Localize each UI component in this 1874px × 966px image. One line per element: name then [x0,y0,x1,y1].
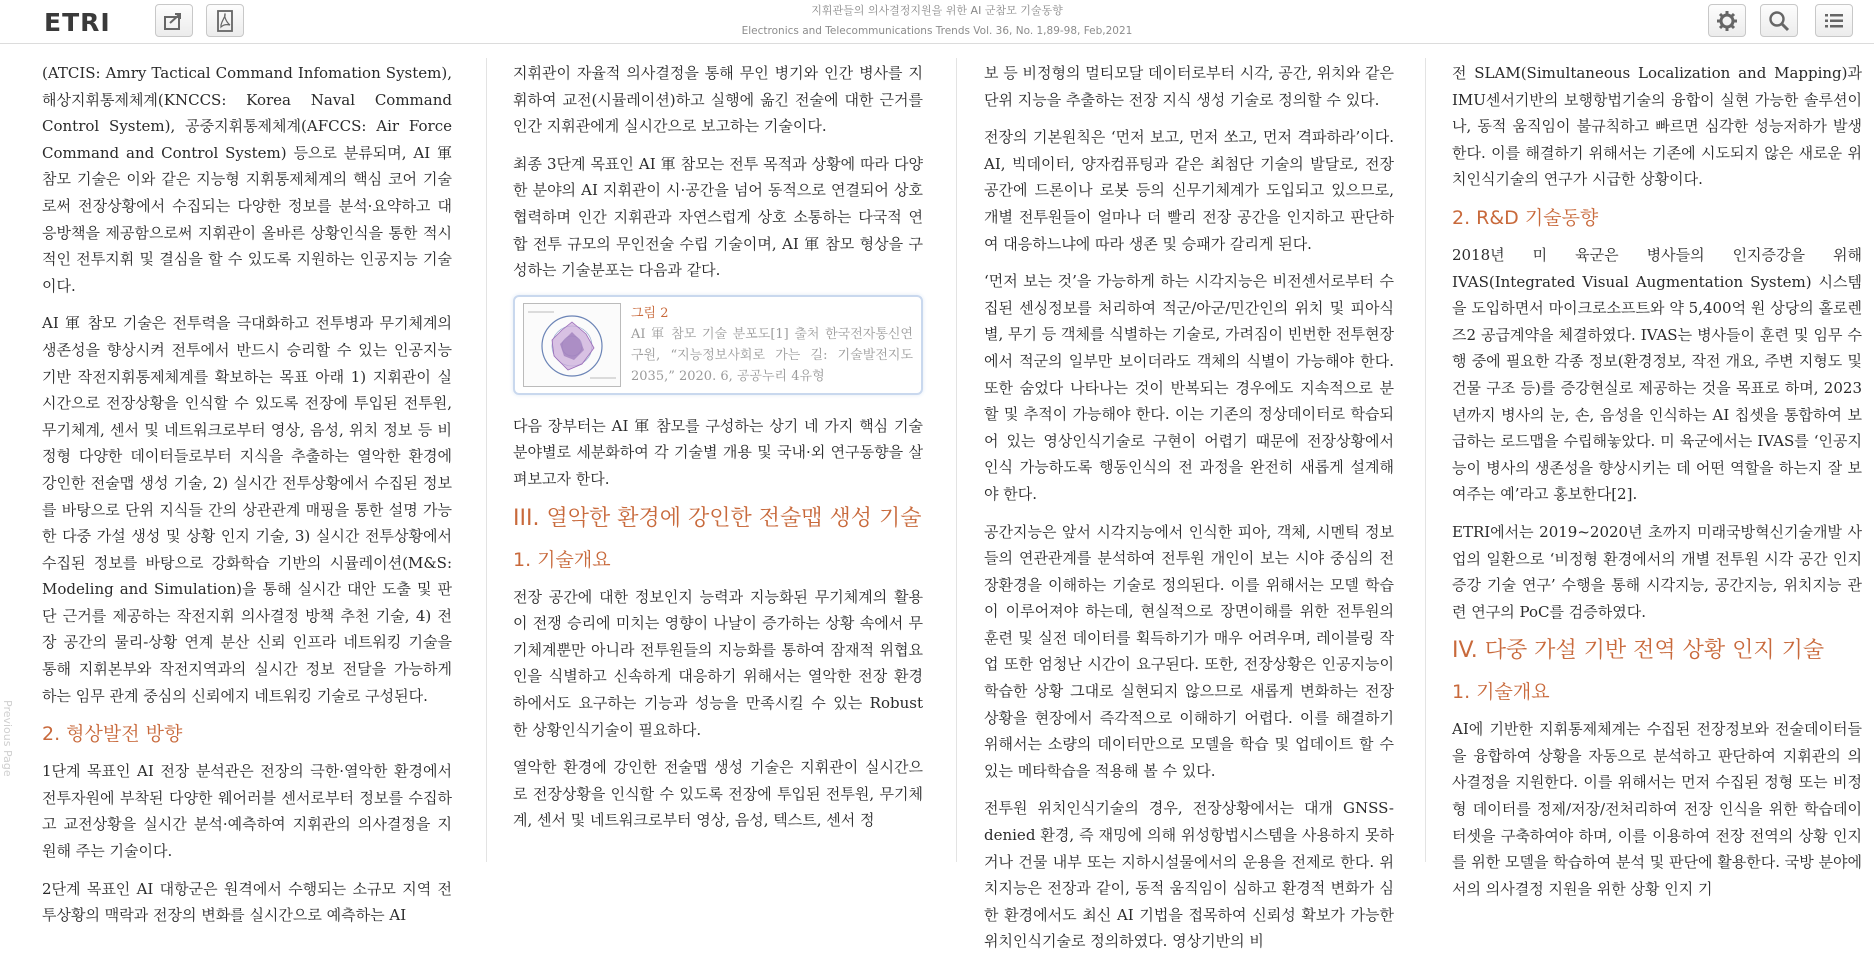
paragraph: 1단계 목표인 AI 전장 분석관은 전장의 극한·열악한 환경에서 전투자원에 부착된 다양한 웨어러블 센서로부터 정보를 수집하고 교전상황을 실시간 분석·예측하여 지휘관의 의사결정을 지원해 주는 기술이다. [42,762,452,861]
share-icon [163,11,185,31]
gear-icon [1716,10,1738,32]
search-button[interactable] [1760,4,1798,37]
paragraph: 다음 장부터는 AI 軍 참모를 구성하는 상기 네 가지 핵심 기술 분야별로 세분화하여 각 기술별 개용 및 국내·외 연구동향을 살펴보고자 한다. [513,416,923,488]
paragraph: 전장 공간에 대한 정보인지 능력과 지능화된 무기체계의 활용이 전쟁 승리에 미치는 영향이 나날이 증가하는 상황 속에서 무기체계뿐만 아니라 전투원들의 지능화를 통하여 잠재적 위협요인을 식별하고 신속하게 대응하기 위해서는 열악한 전장 환경하에서도 요구하는 기능과 성능을 만족시킬 수 있는 Robust 한 상황인식기술이 필요하다. [513,587,923,739]
paragraph: 공간지능은 앞서 시각지능에서 인식한 피아, 객체, 시멘틱 정보들의 연관관계를 분석하여 전투원 개인이 보는 시야 중심의 전장환경을 이해하는 기술로 정의된다. 이를 위해서는 모델 학습이 이루어져야 하는데, 현실적으로 장면이해를 위한 전투원의 훈련 및 실전 데이터를 획득하기가 매우 어려우며, 레이블링 작업 또한 엄청난 시간이 요구된다. 또한, 전장상황은 인공지능이 학습한 상황 그대로 실현되지 않으므로 새롭게 변화하는 전장상황을 현장에서 즉각적으로 이해하기 어렵다. 이를 해결하기 위해서는 소량의 데이터만으로 모델을 학습 및 업데이트 할 수 있는 메타학습을 적용해 볼 수 있다. [984,522,1394,780]
column-divider [1425,58,1426,862]
subsection-heading: 1. 기술개요 [513,548,611,571]
figure-caption-block [631,303,913,387]
text-column-4 [1452,60,1862,913]
subsection-heading: 1. 기술개요 [1452,681,1550,704]
pdf-button[interactable] [206,4,244,37]
figure-box[interactable] [513,295,923,395]
article-title: 지휘관들의 의사결정지원을 위한 AI 군참모 기술동향 [811,4,1063,17]
section-heading: III. 열악한 환경에 강인한 전술맵 생성 기술 [513,505,922,531]
contents-button[interactable] [1815,4,1853,37]
paragraph: 전투원 위치인식기술의 경우, 전장상황에서는 대개 GNSS-denied 환경, 즉 재밍에 의해 위성항법시스템을 사용하지 못하거나 건물 내부 또는 지하시설물에서의 운용을 전제로 한다. 위치지능은 전장과 같이, 동적 움직임이 심하고 환경적 변화가 심한 환경에서도 최신 AI 기법을 접목하여 신뢰성 확보가 가능한 위치인식기술로 정의하였다. 영상기반의 비 [984,799,1394,951]
settings-button[interactable] [1708,4,1746,37]
etri-logo[interactable]: ETRI [44,8,111,37]
paragraph: 보 등 비정형의 멀티모달 데이터로부터 시각, 공간, 위치와 같은 단위 지능을 추출하는 전장 지식 생성 기술로 정의할 수 있다. [984,64,1394,109]
figure-caption: AI 軍 참모 기술 분포도[1] 출처 한국전자통신연구원, “지능정보사회로 가는 길: 기술발전지도 2035,” 2020. 6, 공공누리 4유형 [631,326,913,384]
column-divider [956,58,957,862]
journal-citation: Electronics and Telecommunications Trends Vol. 36, No. 1,89-98, Feb,2021 [741,25,1133,37]
text-column-3 [984,60,1394,966]
previous-page-link[interactable]: Previous Page [1,700,14,777]
figure-label: 그림 2 [631,305,669,321]
paragraph: 2단계 목표인 AI 대항군은 원격에서 수행되는 소규모 지역 전투상황의 맥락과 전장의 변화를 실시간으로 예측하는 AI [42,879,452,925]
paragraph: AI에 기반한 지휘통제체계는 수집된 전장정보와 전술데이터들을 융합하여 상황을 자동으로 분석하고 판단하여 지휘관의 의사결정을 지원한다. 이를 위해서는 먼저 수집된 정형 또는 비정형 데이터를 정제/저장/전처리하여 전장 인식을 위한 학습데이터셋을 구축하여야 하며, 이를 이용하여 전장 전역의 상황 인지를 위한 모델을 학습하여 분석 및 판단에 활용한다. 국방 분야에서의 의사결정 지원을 위한 상황 인지 기 [1452,720,1862,898]
paragraph: 지휘관이 자율적 의사결정을 통해 무인 병기와 인간 병사를 지휘하여 교전(시뮬레이션)하고 실행에 옮긴 전술에 대한 근거를 인간 지휘관에게 실시간으로 보고하는 기술이다. [513,64,923,136]
paragraph: AI 軍 참모 기술은 전투력을 극대화하고 전투병과 무기체계의 생존성을 향상시켜 전투에서 반드시 승리할 수 있는 인공지능 기반 작전지휘통제체계를 확보하는 목표 아래 1) 지휘관이 실시간으로 전장상황을 인식할 수 있도록 전장에 투입된 전투원, 무기체계, 센서 및 네트워크로부터 영상, 음성, 위치 정보 등 비정형 다양한 데이터들로부터 지식을 추출하는 열악한 환경에 강인한 전술맵 생성 기술, 2) 실시간 전투상황에서 수집된 정보를 바탕으로 단위 지식들 간의 상관관계 매핑을 통한 설명 가능한 다중 가설 생성 및 상황 인지 기술, 3) 실시간 전투상황에서 수집된 정보를 바탕으로 강화학습 기반의 시뮬레이션(M&S: Modeling and Simulation)을 통해 실시간 대안 도출 및 판단 근거를 제공하는 작전지휘 의사결정 방책 추천 기술, 4) 전장 공간의 물리-상황 연계 분산 신뢰 인프라 네트워킹 기술을 통해 지휘본부와 작전지역과의 실시간 정보 전달을 가능하게 하는 임무 관계 중심의 신뢰에지 네트워킹 기술로 구성된다. [42,314,452,705]
text-column-2 [513,60,923,845]
subsection-heading: 2. R&D 기술동향 [1452,206,1599,229]
paragraph: ETRI에서는 2019~2020년 초까지 미래국방혁신기술개발 사업의 일환으로 ‘비정형 환경에서의 개별 전투원 시각 공간 인지증강 기술 연구’ 수행을 통해 시각지능, 공간지능, 위치지능 관련 연구의 PoC를 검증하였다. [1452,522,1862,621]
figure-thumbnail[interactable] [523,303,621,387]
pdf-icon [215,10,235,32]
document-header [620,0,1254,37]
text-column-1 [42,60,452,940]
paragraph: (ATCIS: Amry Tactical Command Infomation System), 해상지휘통제체계(KNCCS: Korea Naval Command Control System), 공중지휘통제체계(AFCCS: Air Force Command and Control System) 등으로 분류되며, AI 軍 참모 기술은 이와 같은 지능형 지휘통제체계의 핵심 코어 기술로써 전장상황에서 수집되는 다양한 정보를 분석·요약하고 대응방책을 제공함으로써 지휘관이 올바른 상황인식을 통한 적시적인 전투지휘 및 결심을 할 수 있도록 지원하는 인공지능 기술이다. [42,64,452,295]
paragraph: 열악한 환경에 강인한 전술맵 생성 기술은 지휘관이 실시간으로 전장상황을 인식할 수 있도록 전장에 투입된 전투원, 무기체계, 센서 및 네트워크로부터 영상, 음성, 텍스트, 센서 정 [513,758,923,830]
paragraph: 전장의 기본원칙은 ‘먼저 보고, 먼저 쏘고, 먼저 격파하라’이다. AI, 빅데이터, 양자컴퓨팅과 같은 최첨단 기술의 발달로, 전장 공간에 드론이나 로봇 등의 신무기체계가 도입되고 있으므로, 개별 전투원들이 얼마나 더 빨리 전장 공간을 인지하고 판단하여 대응하느냐에 따라 생존 및 승패가 갈리게 된다. [984,128,1394,253]
paragraph: 최종 3단계 목표인 AI 軍 참모는 전투 목적과 상황에 따라 다양한 분야의 AI 지휘관이 시·공간을 넘어 동적으로 연결되어 상호 협력하며 인간 지휘관과 자연스럽게 상호 소통하는 다국적 연합 전투 규모의 무인전술 수립 기술이며, AI 軍 참모 형상을 구성하는 기술분포는 다음과 같다. [513,154,923,280]
paragraph: 2018년 미 육군은 병사들의 인지증강을 위해 IVAS(Integrated Visual Augmentation System) 시스템을 도입하면서 마이크로소프트와 약 5,400억 원 상당의 홀로렌즈2 공급계약을 체결하였다. IVAS는 병사들이 훈련 및 임무 수행 중에 필요한 각종 정보(환경정보, 작전 개요, 주변 지형도 및 건물 구조 등)를 증강현실로 제공하는 것을 목표로 하며, 2023년까지 병사의 눈, 손, 음성을 인식하는 AI 칩셋을 통합하여 보급하는 로드맵을 수립해놓았다. 미 육군에서는 IVAS를 ‘인공지능이 병사의 생존성을 향상시키는 데 어떤 역할을 하는지 잘 보여주는 예’라고 홍보한다[2]. [1452,245,1862,504]
section-heading: IV. 다중 가설 기반 전역 상황 인지 기술 [1452,638,1825,664]
share-button[interactable] [155,4,193,37]
paragraph: 전 SLAM(Simultaneous Localization and Mapping)과 IMU센서기반의 보행항법기술의 융합이 실현 가능한 솔루션이나, 동적 움직임이 불규칙하고 빠르면 심각한 성능저하가 발생한다. 이를 해결하기 위해서는 기존에 시도되지 않은 새로운 위치인식기술의 연구가 시급한 상황이다. [1452,64,1862,189]
paragraph: ‘먼저 보는 것’을 가능하게 하는 시각지능은 비전센서로부터 수집된 센싱정보를 처리하여 적군/아군/민간인의 위치 및 피아식별, 무기 등 객체를 식별하는 기술로, 가려짐이 빈번한 전투현장에서 적군의 일부만 보이더라도 객체의 식별이 가능해야 한다. 또한 숨었다 나타나는 것이 반복되는 경우에도 지속적으로 분할 및 추적이 가능해야 한다. 이는 기존의 정상데이터로 학습되어 있는 영상인식기술로 구현이 어렵기 때문에 전장상황에서 인식 가능하도록 행동인식의 전 과정을 완전히 새롭게 설계해야 한다. [984,272,1394,503]
search-icon [1768,10,1790,32]
column-divider [486,58,487,862]
subsection-heading: 2. 형상발전 방향 [42,723,183,746]
list-icon [1823,11,1845,31]
top-toolbar [0,0,1874,44]
